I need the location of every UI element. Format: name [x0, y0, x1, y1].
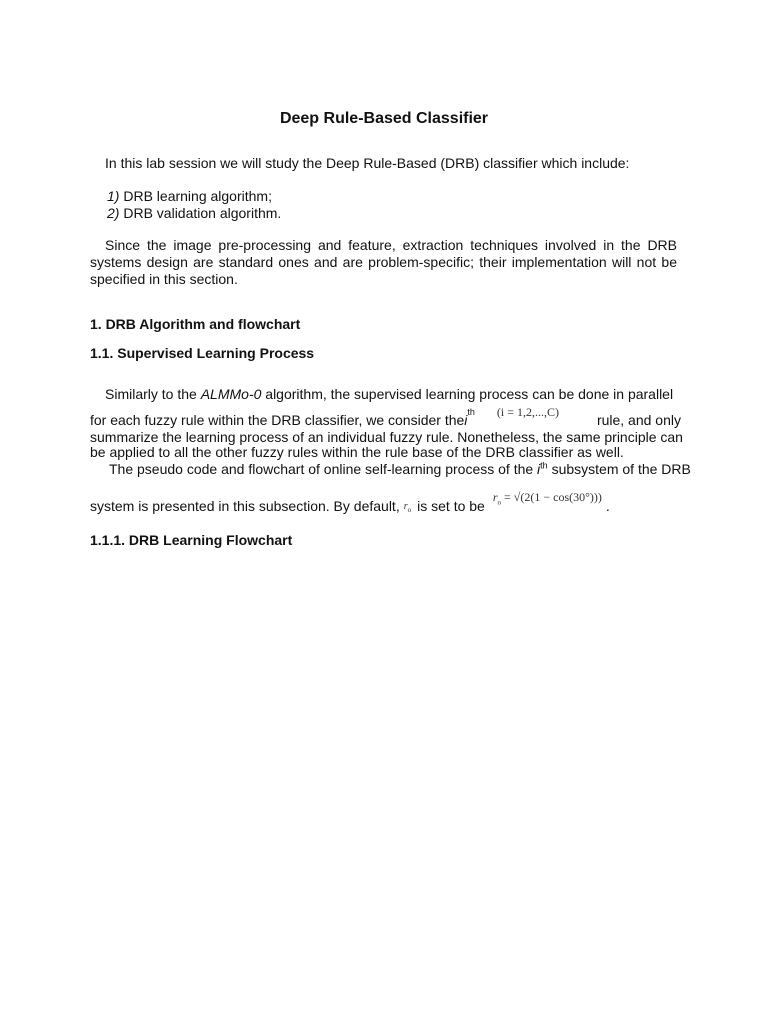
list-item-text: DRB validation algorithm.: [119, 205, 282, 221]
subsystem-index-ordinal: th: [540, 460, 548, 471]
scope-paragraph: [90, 237, 677, 288]
list-item-text: DRB learning algorithm;: [119, 188, 272, 204]
learning-paragraph-line-4: be applied to all the other fuzzy rules within the rule base of the DRB classifier as well.: [90, 444, 624, 460]
intro-paragraph: In this lab session we will study the Deep Rule-Based (DRB) classifier which include:: [105, 155, 630, 171]
pseudo-code-paragraph-line-1: The pseudo code and flowchart of online self-learning process of the $i^{th}$ subsystem of the DRB: [109, 460, 691, 477]
algorithm-list: [107, 188, 281, 222]
learning-paragraph-line-1: Similarly to the ALMMo-0 algorithm, the supervised learning process can be done in parallel: [105, 386, 674, 402]
subsection-heading: 1.1. Supervised Learning Process: [90, 345, 315, 361]
rule-range-formula: (i = 1,2,...,C): [496, 405, 560, 419]
subsystem-index: i: [537, 461, 541, 477]
pseudo-code-paragraph-line-2: system is presented in this subsection. By default, $r_o$ is set to be $r_o = √(2(1 - \cos(30^\circ)))$ .: [90, 498, 681, 521]
rule-index-ordinal: th: [467, 407, 475, 417]
page-title: Deep Rule-Based Classifier: [279, 110, 489, 127]
flowchart-heading: 1.1.1. DRB Learning Flowchart: [90, 532, 293, 548]
algorithm-name: ALMMo-0: [200, 386, 262, 402]
list-item-number: 2): [107, 205, 120, 221]
learning-paragraph-line-3: summarize the learning process of an individual fuzzy rule. Nonetheless, the same principle can: [90, 429, 683, 445]
section-heading: 1. DRB Algorithm and flowchart: [90, 316, 301, 332]
list-item: [107, 188, 281, 205]
list-item-number: 1): [107, 188, 120, 204]
scope-paragraph-text: Since the image pre-processing and feature, extraction techniques involved in the DRB systems design are standard ones and are problem-specific; their implementation will not be specified in this section.: [90, 237, 677, 287]
radius-symbol: $r_o$: [403, 501, 412, 514]
list-item: [107, 205, 281, 222]
rule-index: i: [464, 412, 468, 428]
learning-paragraph-line-2: for each fuzzy rule within the DRB classifier, we consider the i th (i = 1,2,...,C) rule, and only: [90, 405, 681, 428]
radius-default-formula: $r_o = √(2(1 - \cos(30^\circ)))$: [492, 490, 602, 507]
